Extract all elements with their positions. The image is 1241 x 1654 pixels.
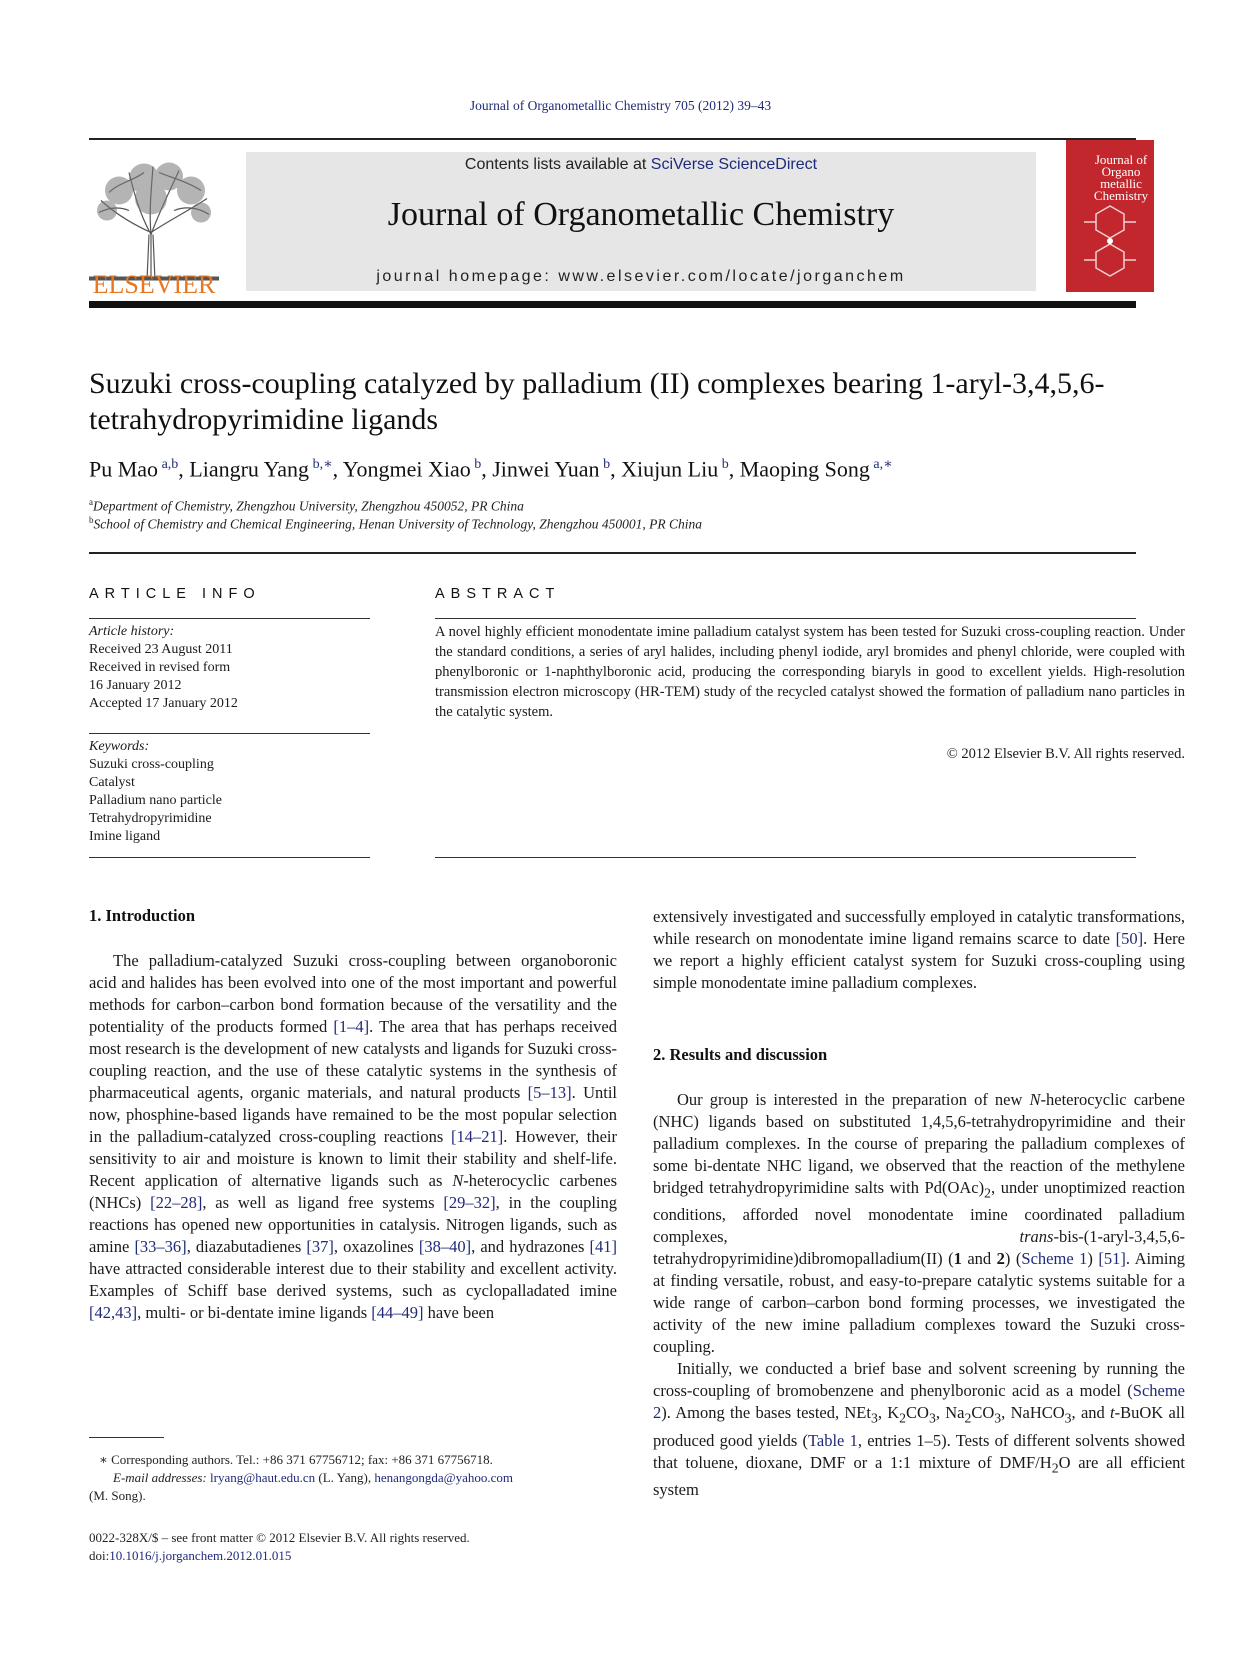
abstract-rule	[435, 618, 1136, 619]
reference-link[interactable]: Scheme 1	[1021, 1249, 1088, 1269]
body-text: -heterocyclic carbenes (NHCs)	[89, 1171, 617, 1212]
compound-number: 2	[996, 1249, 1005, 1269]
affiliation-text: Department of Chemistry, Zhengzhou University, Zhengzhou 450052, PR China	[93, 498, 524, 514]
results-paragraph-1	[653, 1089, 1185, 1358]
body-text: CO	[906, 1403, 929, 1423]
intro-continued-paragraph	[653, 906, 1185, 994]
author-affiliation-marker[interactable]: a,b	[158, 457, 179, 472]
reference-link[interactable]: Table 1	[807, 1430, 858, 1450]
body-text: have attracted considerable interest due to their stability and excellent activity. Examples of Schiff base derived systems, such as cyclopalladated imine	[89, 1259, 617, 1300]
cover-molecule-graphic	[1080, 200, 1140, 280]
article-history	[89, 623, 238, 713]
body-text: and	[961, 1249, 997, 1269]
subscript: 3	[870, 1410, 878, 1426]
journal-homepage[interactable]: journal homepage: www.elsevier.com/locate/jorganchem	[376, 268, 906, 285]
reference-link[interactable]: [44–49]	[371, 1303, 424, 1322]
body-text: , under unoptimized reaction conditions, afforded novel monodentate imine coordinated palladium complexes,	[653, 1178, 1186, 1247]
italic-text: N	[1029, 1090, 1041, 1109]
subscript: 2	[899, 1410, 907, 1426]
subscript: 2	[984, 1185, 991, 1201]
abstract-bottom-rule	[435, 857, 1136, 858]
body-text: . The area that has perhaps received most research is the development of new catalysts and ligands for Suzuki cross-coupling reaction, and the use of these catalytic systems in the synthesis of pharmaceutical agents, organic materials, and natural products	[89, 1017, 617, 1102]
author-name[interactable]: Xiujun Liu	[621, 456, 719, 482]
journal-cover-thumbnail	[1066, 140, 1154, 292]
body-text: . However, their sensitivity to air and moisture is known to limit their stability and shelf-life. Recent application of alternative ligands such as	[89, 1127, 617, 1190]
affiliation-b	[89, 515, 702, 533]
author-list	[89, 456, 893, 482]
author-affiliation-marker[interactable]: b,∗	[309, 457, 333, 472]
keywords-rule	[89, 733, 370, 734]
article-title: Suzuki cross-coupling catalyzed by palladium (II) complexes bearing 1-aryl-3,4,5,6-tetrahydropyrimidine ligands	[89, 367, 1105, 436]
history-item: Received in revised form	[89, 660, 231, 675]
article-info-bottom-rule	[89, 857, 370, 858]
email-line	[89, 1469, 617, 1487]
affiliation-text: School of Chemistry and Chemical Engineering, Henan University of Technology, Zhengzhou 450001, PR China	[93, 516, 702, 532]
email-owner-yang: (L. Yang),	[315, 1470, 375, 1485]
abstract-text: A novel highly efficient monodentate imine palladium catalyst system has been tested for Suzuki cross-coupling reaction. Under the standard conditions, a series of aryl halides, including phenyl iodide, aryl bromides and phenyl chloride, were coupled with phenylboronic or 1-naphthylboronic acid, producing the corresponding biaryls in good to excellent yields. High-resolution transmission electron microscopy (HR-TEM) study of the recycled catalyst showed the formation of palladium nano particles in the catalytic system.	[435, 624, 1185, 720]
body-text: Initially, we conducted a brief base and solvent screening by running the cross-coupling of bromobenzene and phenylboronic acid as a model (	[653, 1359, 1185, 1401]
footnote-rule	[89, 1437, 164, 1438]
keyword-item: Catalyst	[89, 775, 135, 790]
italic-text: t	[1110, 1403, 1115, 1423]
reference-link[interactable]: [33–36]	[134, 1237, 187, 1256]
elsevier-wordmark: ELSEVIER	[92, 270, 216, 299]
author-separator: ,	[481, 456, 493, 482]
subscript: 2	[1051, 1459, 1059, 1475]
author-affiliation-marker[interactable]: a,∗	[869, 457, 893, 472]
header-top-rule	[89, 138, 1136, 140]
body-text: . Aiming at finding versatile, robust, and easy-to-prepare catalytic systems suitable for a wide range of carbon–carbon bond forming processes, we investigated the activity of the new imine palladium complexes toward the Suzuki cross-coupling.	[653, 1249, 1186, 1357]
contents-prefix: Contents lists available at	[464, 156, 651, 173]
body-text: , and	[1071, 1403, 1111, 1423]
results-paragraph-2	[653, 1358, 1185, 1501]
author-name[interactable]: Yongmei Xiao	[342, 456, 471, 482]
keyword-item: Tetrahydropyrimidine	[89, 811, 212, 826]
contents-line	[246, 156, 1036, 174]
subscript: 3	[994, 1410, 1002, 1426]
reference-link[interactable]: [41]	[589, 1237, 617, 1256]
email-link-yang[interactable]: lryang@haut.edu.cn	[210, 1470, 316, 1485]
body-text: . Here we report a highly efficient catalyst system for Suzuki cross-coupling using simple monodentate imine palladium complexes.	[653, 929, 1185, 992]
keyword-item: Suzuki cross-coupling	[89, 757, 214, 772]
affiliation-marker: b	[89, 515, 94, 525]
affiliation-marker: a	[89, 497, 93, 507]
body-text: CO	[971, 1403, 995, 1423]
body-text: -BuOK all produced good yields (	[653, 1403, 1185, 1450]
italic-text: N	[452, 1171, 464, 1190]
intro-paragraph	[89, 950, 617, 1324]
body-text: )	[1087, 1249, 1099, 1269]
email-link-song[interactable]: henangongda@yahoo.com	[374, 1470, 514, 1485]
article-info-heading: ARTICLE INFO	[89, 586, 261, 602]
body-text: -heterocyclic carbene (NHC) ligands based on substituted 1,4,5,6-tetrahydropyrimidine and their palladium complexes. In the course of preparing the palladium complexes of some bi-dentate NHC ligand, we observed that the reaction of the methylene bridged tetrahydropyrimidine salts with Pd(OAc)	[653, 1090, 1185, 1197]
front-matter-rule	[89, 552, 1136, 554]
body-text: , entries 1–5). Tests of different solvents showed that toluene, dioxane, DMF or a 1:1 mixture of DMF/H	[653, 1430, 1185, 1472]
italic-text: trans	[1019, 1227, 1054, 1247]
article-info-rule	[89, 618, 370, 619]
keywords-label: Keywords:	[89, 739, 150, 754]
subscript: 2	[964, 1410, 972, 1426]
reference-link[interactable]: [51]	[1098, 1249, 1126, 1269]
intro-continued-column	[653, 906, 1185, 994]
doi-line	[89, 1547, 470, 1565]
body-text: . Until now, phosphine-based ligands have remained to be the most popular selection in the palladium-catalyzed cross-coupling reactions	[89, 1083, 617, 1146]
front-matter-footer	[89, 1529, 470, 1565]
author-name[interactable]: Liangru Yang	[189, 456, 310, 482]
author-separator: ,	[728, 456, 740, 482]
reference-link[interactable]: Scheme 2	[653, 1381, 1185, 1423]
body-text: Our group is interested in the preparation of new	[677, 1090, 1030, 1109]
body-text: , diazabutadienes	[186, 1237, 307, 1256]
subscript: 3	[1064, 1410, 1072, 1426]
reference-link[interactable]: [5–13]	[527, 1083, 572, 1102]
body-text: , oxazolines	[333, 1237, 419, 1256]
subscript: 3	[928, 1410, 936, 1426]
history-item: Accepted 17 January 2012	[89, 696, 238, 711]
body-text: ). Among the bases tested, NEt	[661, 1403, 871, 1423]
keywords	[89, 738, 222, 846]
body-text: O are all efficient system	[653, 1452, 1185, 1499]
section-heading-introduction: 1. Introduction	[89, 906, 196, 925]
abstract-copyright: © 2012 Elsevier B.V. All rights reserved.	[946, 746, 1185, 762]
body-text: , NaHCO	[1001, 1403, 1065, 1423]
author-affiliation-marker[interactable]: b	[718, 457, 729, 472]
header-bottom-rule	[89, 301, 1136, 308]
history-item: Received 23 August 2011	[89, 642, 233, 657]
reference-link[interactable]: [38–40]	[418, 1237, 472, 1256]
journal-citation[interactable]: Journal of Organometallic Chemistry 705 (2012) 39–43	[469, 98, 772, 113]
email-owner-song: (M. Song).	[89, 1488, 146, 1503]
body-text: -bis-(1-aryl-3,4,5,6-tetrahydropyrimidine)dibromopalladium(II) (	[653, 1227, 1185, 1269]
body-text: extensively investigated and successfully employed in catalytic transformations, while research on monodentate imine ligand remains scarce to date	[653, 907, 1185, 948]
sciencedirect-link[interactable]: SciVerse ScienceDirect	[650, 156, 818, 173]
article-history-label: Article history:	[89, 624, 175, 639]
journal-name: Journal of Organometallic Chemistry	[387, 196, 895, 233]
body-text: , in the coupling reactions has opened new opportunities in catalysis. Nitrogen ligands, such as amine	[89, 1193, 618, 1256]
reference-link[interactable]: [14–21]	[451, 1127, 504, 1146]
journal-header-box	[246, 152, 1036, 291]
reference-link[interactable]: [22–28]	[150, 1193, 203, 1212]
section-heading-results: 2. Results and discussion	[653, 1045, 828, 1064]
abstract-heading: ABSTRACT	[435, 586, 561, 602]
doi-link[interactable]: 10.1016/j.jorganchem.2012.01.015	[109, 1548, 292, 1563]
body-text: , Na	[935, 1403, 965, 1423]
results-column	[653, 1089, 1185, 1501]
author-name[interactable]: Jinwei Yuan	[492, 456, 600, 482]
history-item: 16 January 2012	[89, 678, 182, 693]
keyword-item: Imine ligand	[89, 829, 161, 844]
author-separator: ,	[610, 456, 622, 482]
doi-label: doi:	[89, 1548, 110, 1563]
issn-line: 0022-328X/$ – see front matter © 2012 Elsevier B.V. All rights reserved.	[89, 1530, 470, 1545]
author-separator: ,	[178, 456, 190, 482]
body-text: have been	[423, 1303, 495, 1322]
reference-link[interactable]: [1–4]	[333, 1017, 370, 1036]
author-name[interactable]: Maoping Song	[739, 456, 870, 482]
reference-link[interactable]: [42,43]	[89, 1303, 138, 1322]
body-text: , as well as ligand free systems	[202, 1193, 444, 1212]
compound-number: 1	[953, 1249, 962, 1269]
body-text: , K	[877, 1403, 900, 1423]
body-text: , and hydrazones	[471, 1237, 590, 1256]
body-text: , multi- or bi-dentate imine ligands	[137, 1303, 372, 1322]
reference-link[interactable]: [29–32]	[443, 1193, 496, 1212]
author-separator: ,	[332, 456, 343, 482]
cover-title: Journal of Organo metallic Chemistry	[1093, 152, 1149, 203]
reference-link[interactable]: [50]	[1115, 929, 1144, 948]
corresponding-author-line: ∗ Corresponding authors. Tel.: +86 371 67756712; fax: +86 371 67756718.	[99, 1452, 493, 1467]
corresponding-author-footnote	[89, 1451, 617, 1505]
body-text: ) (	[1004, 1249, 1022, 1269]
reference-link[interactable]: [37]	[306, 1237, 334, 1256]
author-name[interactable]: Pu Mao	[89, 456, 159, 482]
body-text: The palladium-catalyzed Suzuki cross-coupling between organoboronic acid and halides has been evolved into one of the most important and powerful methods for carbon–carbon bond formation because of the versatility and the potentiality of the products formed	[89, 951, 617, 1036]
author-affiliation-marker[interactable]: b	[470, 457, 482, 472]
intro-column	[89, 950, 617, 1324]
email-label: E-mail addresses:	[113, 1470, 207, 1485]
affiliation-a	[89, 497, 524, 515]
author-affiliation-marker[interactable]: b	[599, 457, 611, 472]
keyword-item: Palladium nano particle	[89, 793, 222, 808]
